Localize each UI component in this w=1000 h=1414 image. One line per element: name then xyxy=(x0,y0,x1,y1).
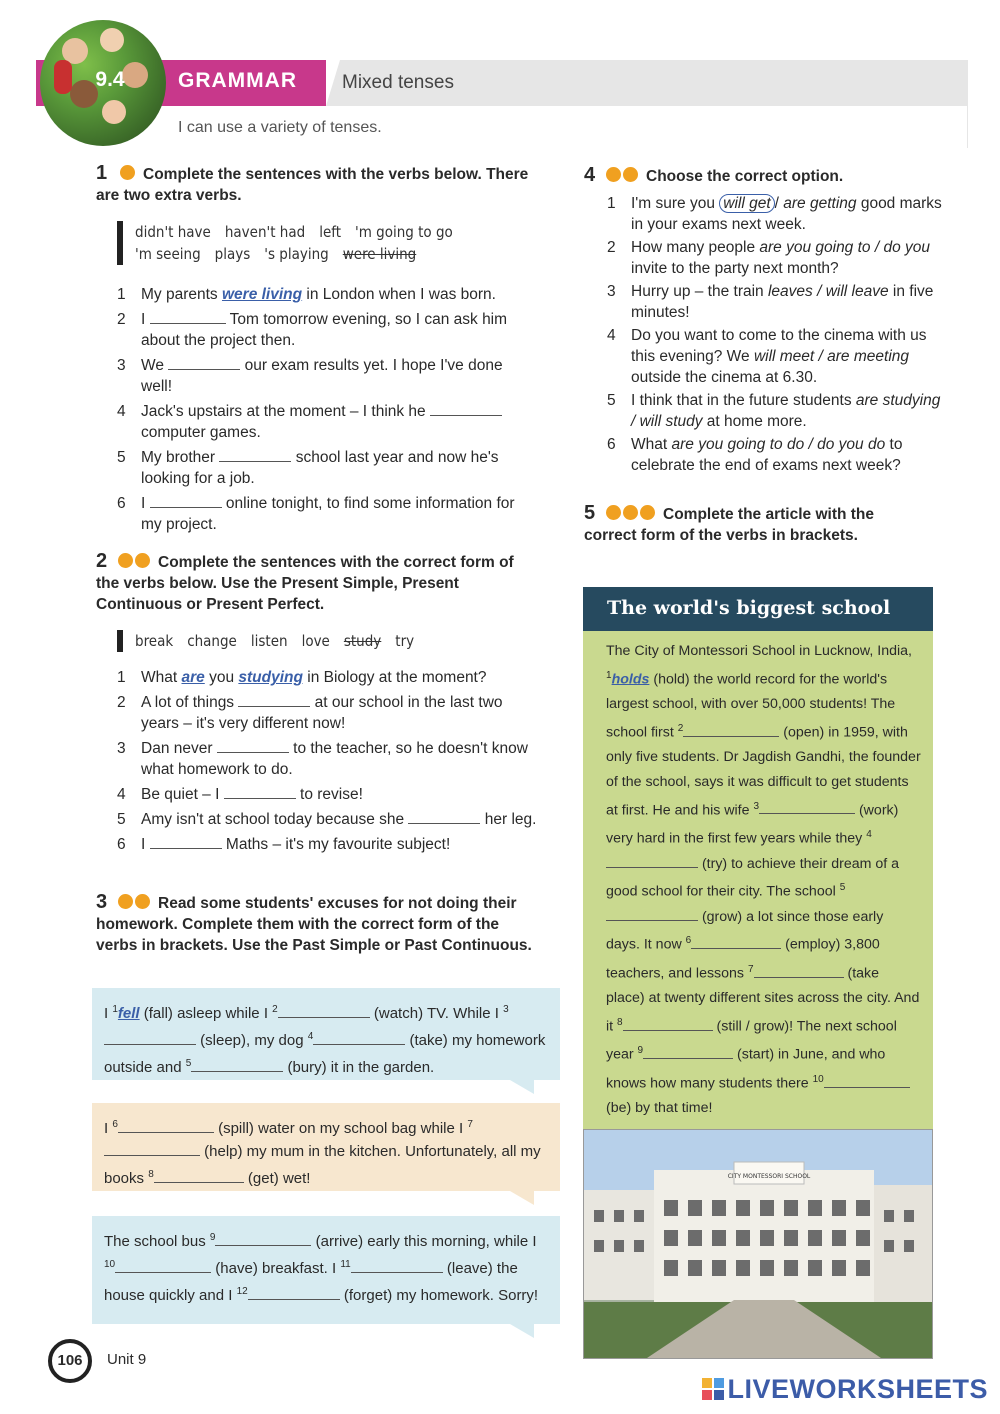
list-item: 3 Hurry up – the train leaves / will leave in five minutes! xyxy=(607,283,934,321)
photo-sign-text: CITY MONTESSORI SCHOOL xyxy=(727,1173,811,1180)
answer-blank[interactable] xyxy=(623,1017,713,1031)
answer-blank[interactable] xyxy=(683,723,779,737)
footer-unit: Unit 9 xyxy=(107,1351,147,1368)
option-choice[interactable]: are studying / will study xyxy=(631,392,941,430)
answer-blank[interactable] xyxy=(313,1031,405,1045)
exercise-2-items xyxy=(117,667,537,855)
exercise-2-word-box: break change listen love study try xyxy=(117,630,517,652)
list-item: 1 I'm sure you will get / are getting good marks in your exams next week. xyxy=(607,195,942,233)
school-photo xyxy=(583,1129,933,1359)
difficulty-dot-icon xyxy=(623,505,638,520)
school-building-image xyxy=(584,1130,933,1359)
answer-blank[interactable] xyxy=(691,935,781,949)
excuse-bubble-3: The school bus $^9$ (arrive) early this morning, while I $^{10}$ (have) breakfast. I $^{11}$ (leave) the house quickly and I $^{12}$ (forget) my homework. Sorry! xyxy=(92,1216,560,1324)
answer-blank[interactable] xyxy=(408,810,480,824)
answer-blank[interactable] xyxy=(824,1074,910,1088)
can-do-statement: I can use a variety of tenses. xyxy=(178,119,382,136)
list-item: 5 I think that in the future students are studying / will study at home more. xyxy=(607,392,941,430)
difficulty-dot-icon xyxy=(623,167,638,182)
exercise-5-instruction: 5 Complete the article with the correct form of the verbs in brackets. xyxy=(584,502,875,544)
difficulty-dot-icon xyxy=(120,165,135,180)
answer-blank[interactable] xyxy=(150,835,222,849)
list-item: 4 Be quiet – I to revise! xyxy=(117,786,363,803)
option-choice[interactable]: leaves / will leave xyxy=(767,283,889,300)
list-item: 5 My brother school last year and now he's looking for a job. xyxy=(117,449,499,487)
list-item: 6 What are you going to do / do you do to celebrate the end of exams next week? xyxy=(607,436,903,474)
answer-blank[interactable] xyxy=(238,693,310,707)
exercise-3-instruction: 3 Read some students' excuses for not doing their homework. Complete them with the correct form of the verbs in brackets. Use the Past Simple or Past Continuous. xyxy=(96,891,532,954)
section-label: GRAMMAR xyxy=(178,69,297,92)
list-item: 1 What are you studying in Biology at the moment? xyxy=(117,669,487,686)
answer-blank[interactable] xyxy=(150,310,226,324)
list-item: 6 I Maths – it's my favourite subject! xyxy=(117,836,451,853)
list-item: 2 How many people are you going to / do you invite to the party next month? xyxy=(607,239,930,277)
list-item: 3 Dan never to the teacher, so he doesn't know what homework to do. xyxy=(117,740,528,778)
answer-blank[interactable] xyxy=(217,739,289,753)
answer-blank[interactable] xyxy=(754,964,844,978)
answer-blank[interactable] xyxy=(104,1031,196,1045)
answer-blank[interactable] xyxy=(115,1259,211,1273)
answer-blank[interactable] xyxy=(643,1045,733,1059)
exercise-1-items xyxy=(117,284,537,535)
list-item: 6 I online tonight, to find some information for my project. xyxy=(117,495,515,533)
answer-blank[interactable] xyxy=(154,1169,244,1183)
answer-blank[interactable] xyxy=(118,1119,214,1133)
liveworksheets-brand: LIVEWORKSHEETS xyxy=(702,1374,988,1405)
answer-blank[interactable] xyxy=(219,448,291,462)
exercise-2-instruction: 2 Complete the sentences with the correct form of the verbs below. Use the Present Simple, Present Continuous or Present Perfect. xyxy=(96,550,514,613)
answer-blank[interactable] xyxy=(606,854,698,868)
answer-blank[interactable] xyxy=(759,800,855,814)
answer-blank[interactable] xyxy=(215,1232,311,1246)
answer-blank[interactable] xyxy=(351,1259,443,1273)
liveworksheets-logo-icon xyxy=(702,1378,724,1400)
exercise-4-items xyxy=(607,193,943,476)
article-title: The world's biggest school xyxy=(583,587,933,631)
list-item: 4 Jack's upstairs at the moment – I think he computer games. xyxy=(117,401,537,443)
difficulty-dot-icon xyxy=(118,894,133,909)
difficulty-dot-icon xyxy=(118,553,133,568)
answer-blank[interactable] xyxy=(248,1286,340,1300)
excuse-bubble-2: I $^6$ (spill) water on my school bag while I $^7$ (help) my mum in the kitchen. Unfortunately, all my books $^8$ (get) wet! xyxy=(92,1103,560,1191)
list-item: 3 We our exam results yet. I hope I've done well! xyxy=(117,357,503,395)
answer-blank[interactable] xyxy=(606,907,698,921)
difficulty-dot-icon xyxy=(135,553,150,568)
lesson-number: 9.4 xyxy=(95,68,125,91)
list-item: 1 My parents were living in London when I was born. xyxy=(117,286,496,303)
answer-blank[interactable] xyxy=(224,785,296,799)
answer-blank[interactable] xyxy=(150,494,222,508)
option-choice[interactable]: are you going to / do you xyxy=(759,239,930,256)
exercise-4-instruction: 4 Choose the correct option. xyxy=(584,164,844,186)
difficulty-dot-icon xyxy=(606,167,621,182)
article-body: The City of Montessori School in Lucknow, India, $^1$holds (hold) the world record for the world's largest school, with over 50,000 students! The school first $^2$ (open) in 1959, with only five students. Dr Jagdish Gandhi, the founder of the school, says it was difficult to get students at first. He and his wife $^3$ (work) very hard in the first few years while they $^4$ (try) to achieve their dream of a good school for their city. The school $^5$ (grow) a lot since those early days. It now $^6$ (employ) 3,800 teachers, and lessons $^7$ (take place) at twenty different sites across the city. And it $^8$ (still / grow)! The next school year $^9$ (start) in June, and who knows how many students there $^{10}$ (be) by that time! xyxy=(583,631,933,1129)
answer-blank[interactable] xyxy=(191,1058,283,1072)
answer-blank[interactable] xyxy=(104,1142,200,1156)
difficulty-dot-icon xyxy=(135,894,150,909)
option-choice[interactable]: are you going to do / do you do xyxy=(671,436,886,453)
difficulty-dot-icon xyxy=(640,505,655,520)
list-item: 2 A lot of things at our school in the last two years – it's very different now! xyxy=(117,694,503,732)
list-item: 2 I Tom tomorrow evening, so I can ask him about the project then. xyxy=(117,311,508,349)
excuse-bubble-1: I $^1$fell (fall) asleep while I $^2$ (watch) TV. While I $^3$ (sleep), my dog $^4$ (take) my homework outside and $^5$ (bury) it in the garden. xyxy=(92,988,560,1080)
list-item: 4 Do you want to come to the cinema with us this evening? We will meet / are meeting outside the cinema at 6.30. xyxy=(607,327,927,386)
exercise-1-word-box: didn't have haven't had left 'm going to go 'm seeing plays 's playing were living xyxy=(117,221,517,265)
lesson-title: Mixed tenses xyxy=(342,72,454,93)
answer-blank[interactable] xyxy=(168,356,240,370)
exercise-1-instruction: 1 Complete the sentences with the verbs below. There are two extra verbs. xyxy=(96,162,529,204)
selected-option[interactable]: will get xyxy=(719,194,774,213)
answer-blank[interactable] xyxy=(430,402,502,416)
difficulty-dot-icon xyxy=(606,505,621,520)
option-choice[interactable]: will meet / are meeting xyxy=(753,348,909,365)
list-item: 5 Amy isn't at school today because she her leg. xyxy=(117,811,537,828)
answer-blank[interactable] xyxy=(278,1004,370,1018)
page-number: 106 xyxy=(48,1339,92,1383)
